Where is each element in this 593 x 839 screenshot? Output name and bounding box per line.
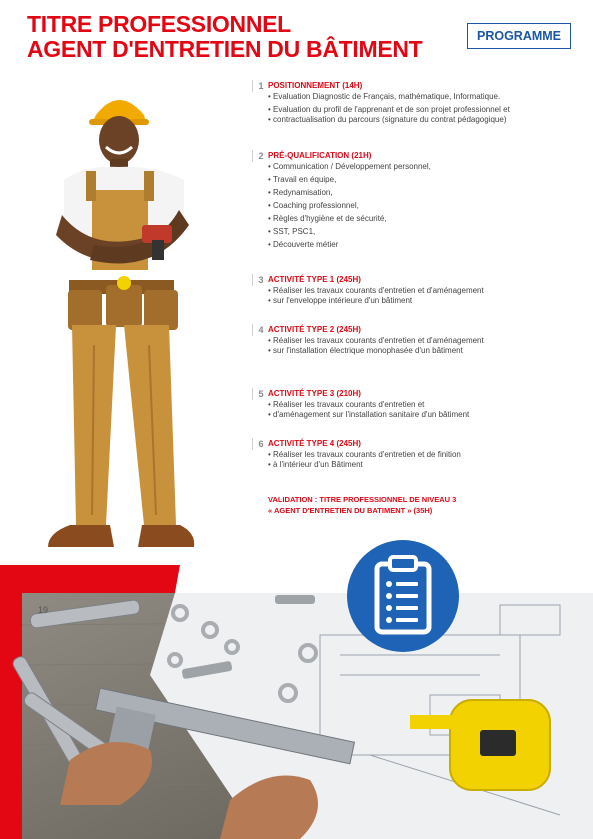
list-item: • Evaluation Diagnostic de Français, mathématique, Informatique. (268, 92, 510, 102)
section-items (268, 92, 510, 128)
list-item: • sur l'enveloppe intérieure d'un bâtiment (268, 296, 484, 306)
clipboard-icon (347, 540, 459, 652)
page-title (27, 12, 422, 62)
tools-photo (0, 565, 593, 839)
list-item: • Réaliser les travaux courants d'entretien et de finition (268, 450, 461, 460)
list-item: • Réaliser les travaux courants d'entretien et d'aménagement (268, 336, 484, 346)
programme-icon-circle (347, 540, 459, 652)
list-item: • SST, PSC1, (268, 227, 431, 237)
list-item: • Découverte métier (268, 240, 431, 250)
list-item: • à l'intérieur d'un Bâtiment (268, 460, 461, 470)
section-number: 2 (252, 150, 267, 162)
list-item: • contractualisation du parcours (signature du contrat pédagogique) (268, 115, 510, 125)
list-item: • sur l'installation électrique monophasée d'un bâtiment (268, 346, 484, 356)
section-heading: ACTIVITÉ TYPE 3 (210H) (268, 389, 361, 398)
section-items (268, 450, 461, 473)
list-item: • Communication / Développement personnel, (268, 162, 431, 172)
section-number: 5 (252, 388, 267, 400)
ruler-number: 19 (38, 605, 49, 615)
programme-badge: PROGRAMME (467, 23, 571, 49)
list-item: • Réaliser les travaux courants d'entretien et d'aménagement (268, 286, 484, 296)
section-items (268, 162, 431, 253)
title-line-2: AGENT D'ENTRETIEN DU BÂTIMENT (27, 36, 423, 62)
section-items (268, 286, 484, 309)
list-item: • Redynamisation, (268, 188, 431, 198)
section-number: 3 (252, 274, 267, 286)
section-heading: ACTIVITÉ TYPE 1 (245H) (268, 275, 361, 284)
section-items (268, 400, 469, 423)
validation-line-1: VALIDATION : TITRE PROFESSIONNEL DE NIVEAU 3 (268, 495, 457, 504)
section-items (268, 336, 484, 359)
validation-line-2: « AGENT D'ENTRETIEN DU BATIMENT » (35H) (268, 506, 433, 515)
list-item: • d'aménagement sur l'installation sanitaire d'un bâtiment (268, 410, 469, 420)
list-item: • Evaluation du profil de l'apprenant et de son projet professionnel et (268, 105, 510, 115)
title-line-1: TITRE PROFESSIONNEL (27, 11, 291, 37)
section-number: 6 (252, 438, 267, 450)
validation-note (268, 494, 456, 516)
list-item: • Coaching professionnel, (268, 201, 431, 211)
section-number: 1 (252, 80, 267, 92)
list-item: • Règles d'hygiène et de sécurité, (268, 214, 431, 224)
list-item: • Travail en équipe, (268, 175, 431, 185)
list-item: • Réaliser les travaux courants d'entretien et (268, 400, 469, 410)
section-heading: POSITIONNEMENT (14H) (268, 81, 363, 90)
section-number: 4 (252, 324, 267, 336)
worker-illustration (34, 85, 204, 565)
section-heading: ACTIVITÉ TYPE 2 (245H) (268, 325, 361, 334)
section-heading: ACTIVITÉ TYPE 4 (245H) (268, 439, 361, 448)
section-heading: PRÉ-QUALIFICATION (21H) (268, 151, 372, 160)
